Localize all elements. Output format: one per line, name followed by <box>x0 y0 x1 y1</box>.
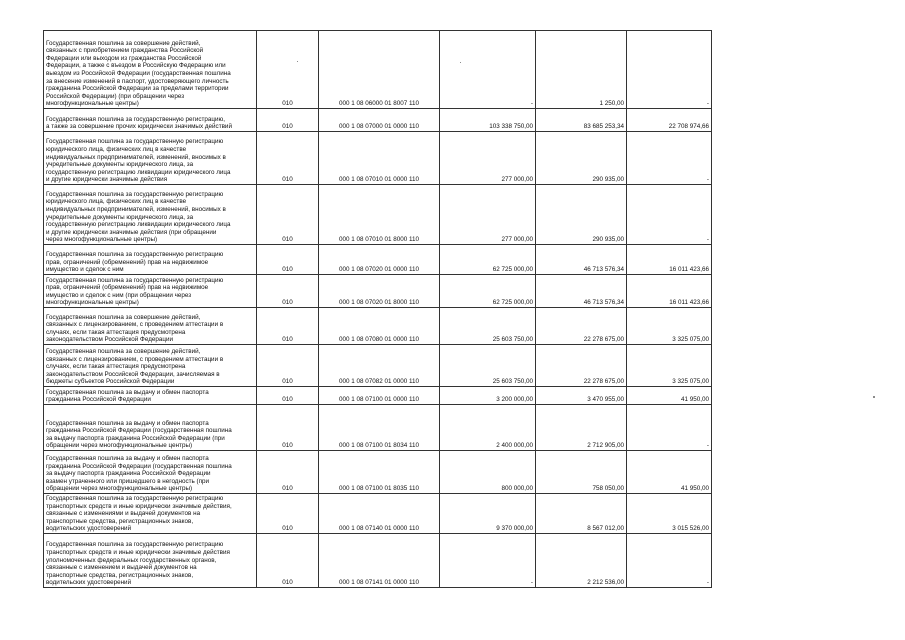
remainder-amount: - <box>627 185 712 245</box>
row-code: 010 <box>257 405 319 451</box>
scan-speck <box>297 61 298 62</box>
row-code: 010 <box>257 109 319 132</box>
remainder-amount: 41 950,00 <box>627 387 712 405</box>
remainder-amount: - <box>627 405 712 451</box>
fact-amount: 290 935,00 <box>536 132 627 185</box>
plan-amount: 103 338 750,00 <box>440 109 536 132</box>
row-code: 010 <box>257 275 319 308</box>
table-row <box>44 451 712 494</box>
remainder-amount: 16 011 423,66 <box>627 275 712 308</box>
fact-amount: 290 935,00 <box>536 185 627 245</box>
plan-amount: 277 000,00 <box>440 132 536 185</box>
row-code: 010 <box>257 387 319 405</box>
row-code: 010 <box>257 345 319 387</box>
plan-amount: 277 000,00 <box>440 185 536 245</box>
fact-amount: 46 713 576,34 <box>536 245 627 275</box>
row-code: 010 <box>257 31 319 109</box>
row-name-text: Государственная пошлина за совершение действий, связанных с приобретением гражданства Российской Федерации или выходом из гражданства Российской Федерации, а также с въездом в Российскую Федерацию или выездом из Российской Федерации (государственная пошлина за внесение изменений в паспорт, удостоверяющего личность гражданина Российской Федерации за пределами территории Российской Федерации) (при обращении через многофункциональные центры) <box>46 39 231 108</box>
row-name <box>44 405 257 451</box>
row-name-text: Государственная пошлина за совершение действий, связанных с лицензированием, с проведением аттестации в случаях, если такая аттестация предусмотрена законодательством Российской Федерации <box>46 313 224 344</box>
row-name-text: Государственная пошлина за государственную регистрацию прав, ограничений (обременений) прав на недвижимое имущество и сделок с ним <box>46 251 224 274</box>
row-kbk: 000 1 08 07000 01 0000 110 <box>319 109 440 132</box>
row-kbk: 000 1 08 07100 01 8035 110 <box>319 451 440 494</box>
row-name-text: Государственная пошлина за выдачу и обмен паспорта гражданина Российской Федерации <box>46 388 209 404</box>
row-name-text: Государственная пошлина за государственную регистрацию транспортных средств и иные юридически значимые действия, связанные с изменениями и выдачей документов на транспортные средства, регистрационных знаков, водительских удостоверений <box>46 495 232 533</box>
fact-amount: 758 050,00 <box>536 451 627 494</box>
table-row <box>44 308 712 345</box>
row-kbk: 000 1 08 06000 01 8007 110 <box>319 31 440 109</box>
remainder-amount: - <box>627 31 712 109</box>
table-row <box>44 245 712 275</box>
row-name <box>44 534 257 588</box>
plan-amount: 800 000,00 <box>440 451 536 494</box>
fact-amount: 2 212 536,00 <box>536 534 627 588</box>
row-name-text: Государственная пошлина за выдачу и обмен паспорта гражданина Российской Федерации (государственная пошлина за выдачу паспорта гражданина Российской Федерации (при обращении через многофункциональные центры) <box>46 419 232 450</box>
revenue-table <box>43 30 712 588</box>
scan-speck <box>873 396 875 398</box>
row-kbk: 000 1 08 07020 01 0000 110 <box>319 245 440 275</box>
row-kbk: 000 1 08 07100 01 8034 110 <box>319 405 440 451</box>
remainder-amount: 3 325 075,00 <box>627 308 712 345</box>
row-kbk: 000 1 08 07020 01 8000 110 <box>319 275 440 308</box>
row-name <box>44 275 257 308</box>
table-row <box>44 275 712 308</box>
row-code: 010 <box>257 534 319 588</box>
row-code: 010 <box>257 451 319 494</box>
row-name <box>44 494 257 534</box>
plan-amount: 3 200 000,00 <box>440 387 536 405</box>
table-row <box>44 405 712 451</box>
fact-amount: 83 685 253,34 <box>536 109 627 132</box>
plan-amount: - <box>440 31 536 109</box>
fact-amount: 2 712 905,00 <box>536 405 627 451</box>
remainder-amount: 3 325 075,00 <box>627 345 712 387</box>
row-code: 010 <box>257 132 319 185</box>
row-code: 010 <box>257 308 319 345</box>
scan-speck <box>460 62 461 63</box>
table-row <box>44 31 712 109</box>
table-row <box>44 132 712 185</box>
row-name-text: Государственная пошлина за выдачу и обмен паспорта гражданина Российской Федерации (государственная пошлина за выдачу паспорта гражданина Российской Федерации взамен утраченного или пришедшего в негодность (при обращении через многофункциональные центры) <box>46 455 232 493</box>
row-name-text: Государственная пошлина за государственную регистрацию прав, ограничений (обременений) прав на недвижимое имущество и сделок с ним (при обращении через многофункциональные центры) <box>46 276 224 307</box>
remainder-amount: 41 950,00 <box>627 451 712 494</box>
table-row <box>44 185 712 245</box>
table-row <box>44 534 712 588</box>
fact-amount: 8 567 012,00 <box>536 494 627 534</box>
row-name <box>44 185 257 245</box>
plan-amount: 2 400 000,00 <box>440 405 536 451</box>
remainder-amount: 16 011 423,66 <box>627 245 712 275</box>
row-kbk: 000 1 08 07080 01 0000 110 <box>319 308 440 345</box>
row-kbk: 000 1 08 07082 01 0000 110 <box>319 345 440 387</box>
fact-amount: 22 278 675,00 <box>536 308 627 345</box>
fact-amount: 3 470 955,00 <box>536 387 627 405</box>
row-name <box>44 245 257 275</box>
remainder-amount: 22 708 974,66 <box>627 109 712 132</box>
row-kbk: 000 1 08 07010 01 0000 110 <box>319 132 440 185</box>
row-name <box>44 345 257 387</box>
row-kbk: 000 1 08 07100 01 0000 110 <box>319 387 440 405</box>
row-name-text: Государственная пошлина за государственную регистрацию, а также за совершение прочих юридически значимых действий <box>46 115 232 131</box>
remainder-amount: 3 015 526,00 <box>627 494 712 534</box>
row-code: 010 <box>257 245 319 275</box>
row-kbk: 000 1 08 07141 01 0000 110 <box>319 534 440 588</box>
row-name <box>44 308 257 345</box>
row-name-text: Государственная пошлина за государственную регистрацию юридического лица, физических лиц в качестве индивидуальных предпринимателей, изменений, вносимых в учредительные документы юридического лица, за государственную регистрацию ликвидации юридического лица и другие юридически значимые действия (при обращении через многофункциональные центры) <box>46 190 231 244</box>
fact-amount: 1 250,00 <box>536 31 627 109</box>
table-row <box>44 345 712 387</box>
plan-amount: 25 603 750,00 <box>440 345 536 387</box>
row-name <box>44 387 257 405</box>
row-name-text: Государственная пошлина за государственную регистрацию юридического лица, физических лиц в качестве индивидуальных предпринимателей, изменений, вносимых в учредительные документы юридического лица, за государственную регистрацию ликвидации юридического лица и другие юридически значимые действия <box>46 138 231 184</box>
fact-amount: 46 713 576,34 <box>536 275 627 308</box>
row-name <box>44 132 257 185</box>
table-row <box>44 109 712 132</box>
row-kbk: 000 1 08 07140 01 0000 110 <box>319 494 440 534</box>
row-kbk: 000 1 08 07010 01 8000 110 <box>319 185 440 245</box>
plan-amount: 62 725 000,00 <box>440 245 536 275</box>
plan-amount: 62 725 000,00 <box>440 275 536 308</box>
row-code: 010 <box>257 185 319 245</box>
remainder-amount: - <box>627 132 712 185</box>
fact-amount: 22 278 675,00 <box>536 345 627 387</box>
plan-amount: - <box>440 534 536 588</box>
row-name <box>44 31 257 109</box>
row-code: 010 <box>257 494 319 534</box>
row-name <box>44 109 257 132</box>
row-name-text: Государственная пошлина за совершение действий, связанных с лицензированием, с проведением аттестации в случаях, если такая аттестация предусмотрена законодательством Российской Федерации, зачисляемая в бюджеты субъектов Российской Федерации <box>46 348 224 386</box>
plan-amount: 9 370 000,00 <box>440 494 536 534</box>
remainder-amount: - <box>627 534 712 588</box>
table-row <box>44 494 712 534</box>
table-body <box>44 31 712 588</box>
table-row <box>44 387 712 405</box>
row-name-text: Государственная пошлина за государственную регистрацию транспортных средств и иные юридически значимые действия уполномоченных федеральных государственных органов, связанные с изменением и выдачей документов на транспортные средства, регистрационных знаков, водительских удостоверений <box>46 541 230 587</box>
plan-amount: 25 603 750,00 <box>440 308 536 345</box>
row-name <box>44 451 257 494</box>
